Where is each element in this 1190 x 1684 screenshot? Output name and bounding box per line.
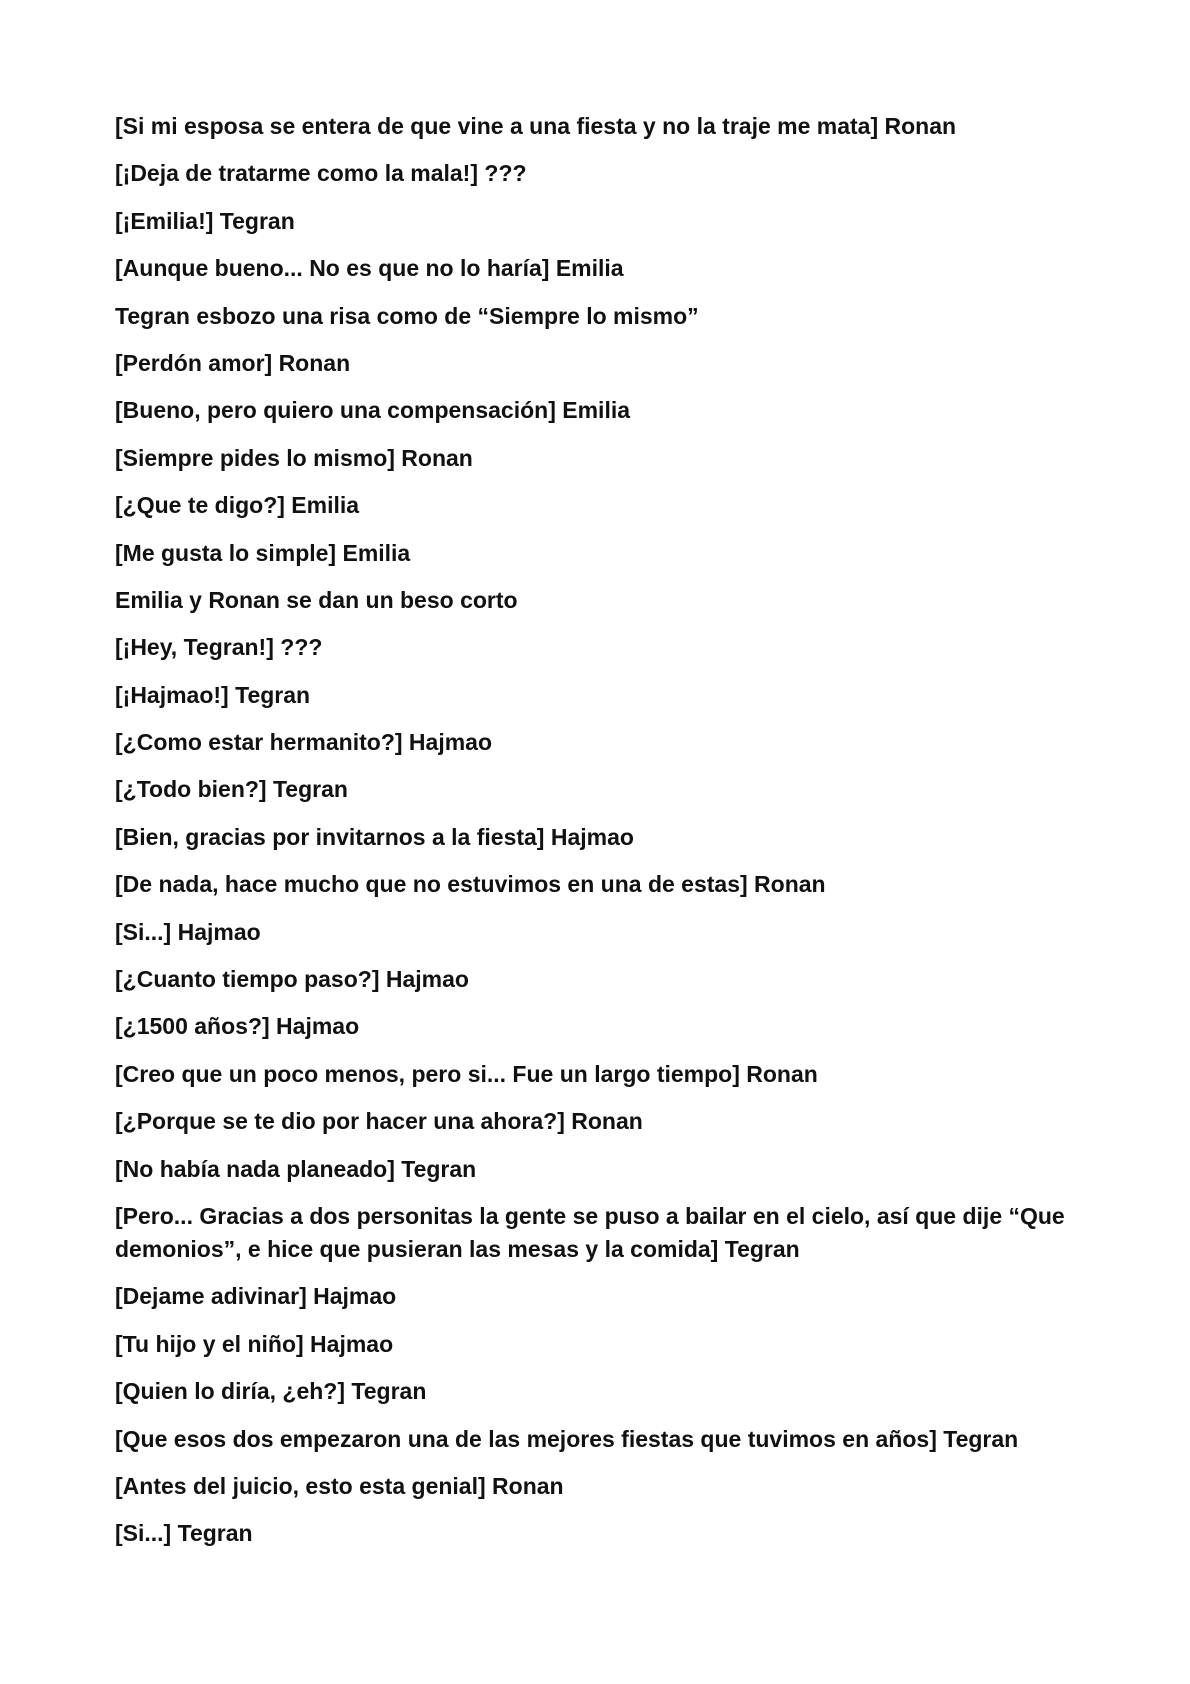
paragraph: [¿Como estar hermanito?] Hajmao: [115, 729, 492, 756]
paragraph: [¡Hajmao!] Tegran: [115, 681, 311, 708]
paragraph: [Si...] Hajmao: [115, 918, 261, 945]
paragraph: [Perdón amor] Ronan: [115, 349, 351, 376]
paragraph: [Que esos dos empezaron una de las mejores fiestas que tuvimos en años] Tegran: [115, 1425, 1019, 1452]
paragraph: [Me gusta lo simple] Emilia: [115, 539, 411, 566]
paragraph: [Bueno, pero quiero una compensación] Emilia: [115, 397, 631, 424]
paragraph: [Tu hijo y el niño] Hajmao: [115, 1330, 394, 1357]
paragraph: [No había nada planeado] Tegran: [115, 1155, 477, 1182]
paragraph: Emilia y Ronan se dan un beso corto: [115, 586, 518, 613]
paragraph: [¿Cuanto tiempo paso?] Hajmao: [115, 966, 469, 993]
dialogue-text: [115, 110, 1075, 1565]
paragraph: [¿Porque se te dio por hacer una ahora?] Ronan: [115, 1108, 643, 1135]
paragraph: [Dejame adivinar] Hajmao: [115, 1283, 397, 1310]
paragraph: [Creo que un poco menos, pero si... Fue un largo tiempo] Ronan: [115, 1060, 818, 1087]
paragraph: [Antes del juicio, esto esta genial] Ronan: [115, 1472, 564, 1499]
paragraph: [Pero... Gracias a dos personitas la gente se puso a bailar en el cielo, así que dije “Que demonios”, e hice que pusieran las mesas y la comida] Tegran: [115, 1202, 1065, 1262]
paragraph: [¿1500 años?] Hajmao: [115, 1013, 360, 1040]
paragraph: [Aunque bueno... No es que no lo haría] Emilia: [115, 255, 624, 282]
paragraph: [¡Emilia!] Tegran: [115, 207, 295, 234]
paragraph: [Bien, gracias por invitarnos a la fiesta] Hajmao: [115, 823, 634, 850]
paragraph: [¿Que te digo?] Emilia: [115, 492, 360, 519]
paragraph: [¿Todo bien?] Tegran: [115, 776, 348, 803]
paragraph: [De nada, hace mucho que no estuvimos en una de estas] Ronan: [115, 871, 826, 898]
paragraph: [¡Deja de tratarme como la mala!] ???: [115, 160, 527, 187]
paragraph: [Si mi esposa se entera de que vine a una fiesta y no la traje me mata] Ronan: [115, 113, 957, 139]
paragraph: [¡Hey, Tegran!] ???: [115, 634, 323, 661]
paragraph: [Quien lo diría, ¿eh?] Tegran: [115, 1378, 427, 1405]
paragraph: Tegran esbozo una risa como de “Siempre lo mismo”: [115, 302, 699, 329]
paragraph: [Si...] Tegran: [115, 1520, 253, 1547]
paragraph: [Siempre pides lo mismo] Ronan: [115, 444, 473, 471]
